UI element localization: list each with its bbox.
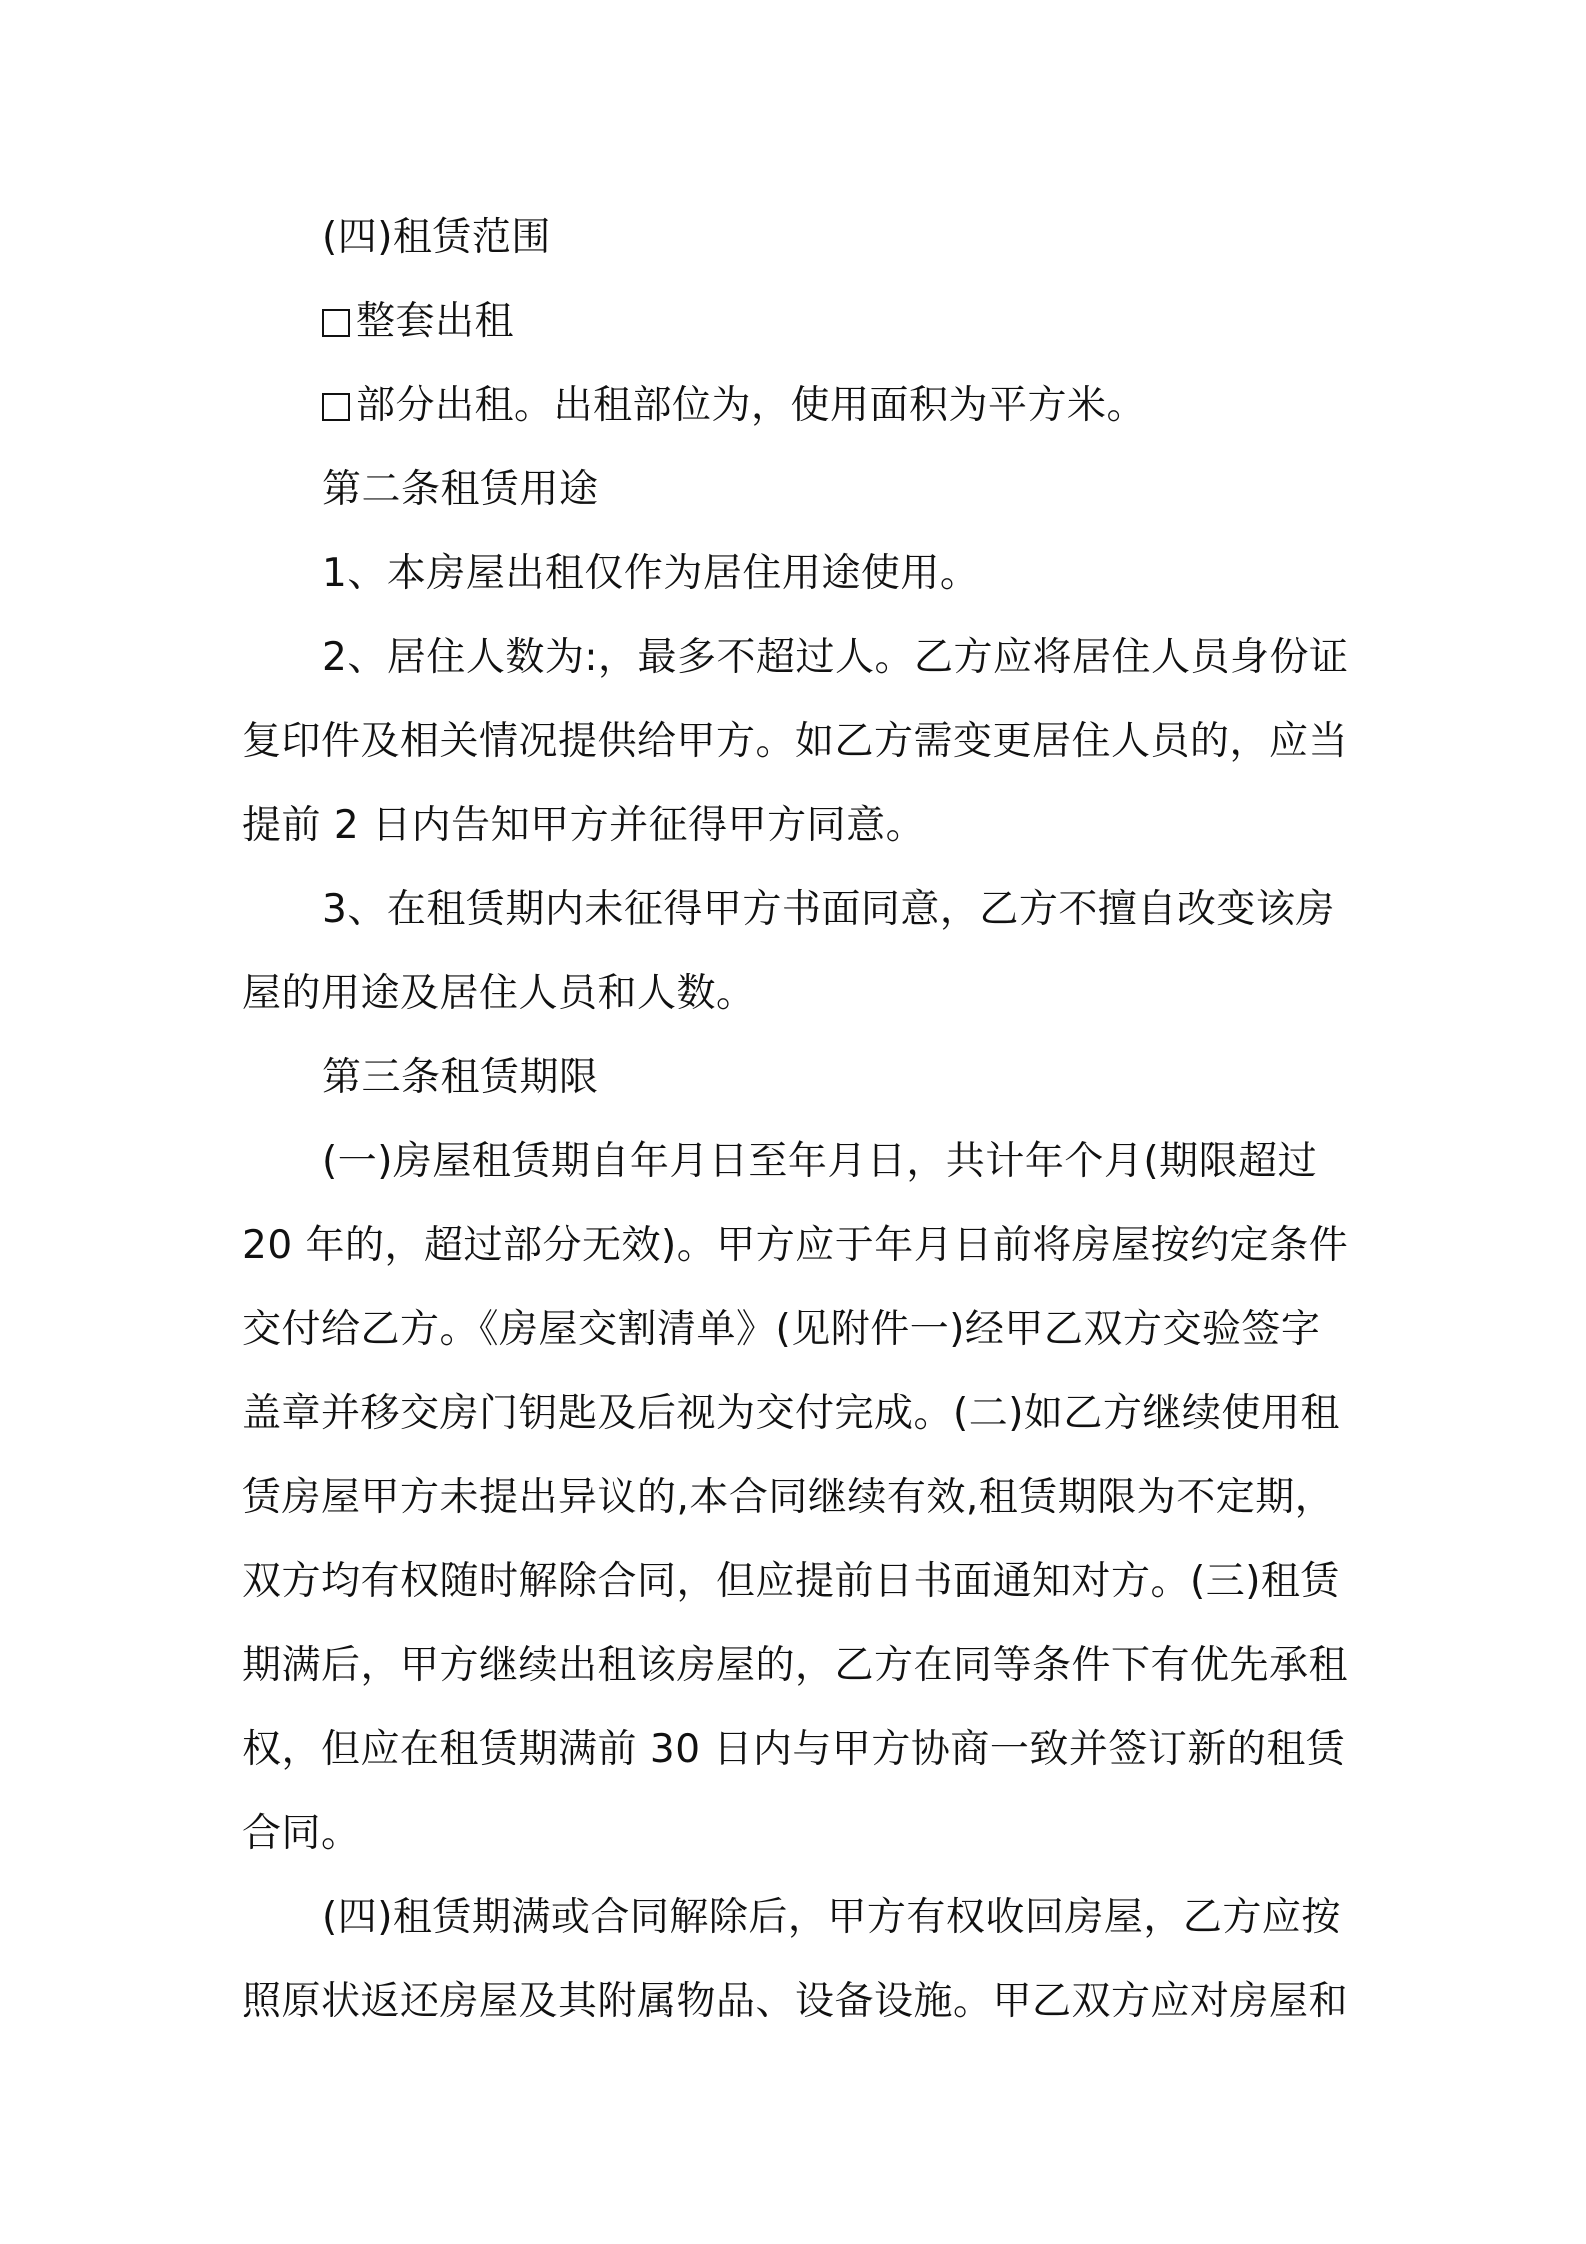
clause-residential-use: 1、本房屋出租仅作为居住用途使用。 bbox=[322, 551, 980, 596]
section-heading-lease-scope: (四)租赁范围 bbox=[322, 215, 551, 260]
article-heading-lease-term: 第三条租赁期限 bbox=[322, 1055, 599, 1100]
option-partial-rental-label: 部分出租。出租部位为，使用面积为平方米。 bbox=[356, 383, 1147, 428]
clause-occupant-count: 2、居住人数为:，最多不超过人。乙方应将居住人员身份证复印件及相关情况提供给甲方。如乙方需变更居住人员的，应当提前 2 日内告知甲方并征得甲方同意。 bbox=[242, 635, 1349, 848]
clause-return-of-premises: (四)租赁期满或合同解除后，甲方有权收回房屋，乙方应按照原状返还房屋及其附属物品、设备设施。甲乙双方应对房屋和 bbox=[242, 1895, 1349, 2024]
document-body bbox=[242, 196, 1352, 2044]
option-whole-rental-label: 整套出租 bbox=[356, 299, 515, 344]
option-whole-rental bbox=[242, 280, 1352, 364]
clause-lease-period: (一)房屋租赁期自年月日至年月日，共计年个月(期限超过 20 年的，超过部分无效)。甲方应于年月日前将房屋按约定条件交付给乙方。《房屋交割清单》(见附件一)经甲乙双方交验签字盖章并移交房门钥匙及后视为交付完成。(二)如乙方继续使用租赁房屋甲方未提出异议的,本合同继续有效,租赁期限为不定期，双方均有权随时解除合同，但应提前日书面通知对方。(三)租赁期满后，甲方继续出租该房屋的，乙方在同等条件下有优先承租权，但应在租赁期满前 30 日内与甲方协商一致并签订新的租赁合同。 bbox=[242, 1139, 1349, 1856]
article-heading-lease-purpose: 第二条租赁用途 bbox=[322, 467, 599, 512]
checkbox-whole-rental[interactable] bbox=[322, 309, 350, 337]
option-partial-rental bbox=[242, 364, 1352, 448]
clause-no-change-of-use: 3、在租赁期内未征得甲方书面同意，乙方不擅自改变该房屋的用途及居住人员和人数。 bbox=[242, 887, 1335, 1016]
checkbox-partial-rental[interactable] bbox=[322, 393, 350, 421]
